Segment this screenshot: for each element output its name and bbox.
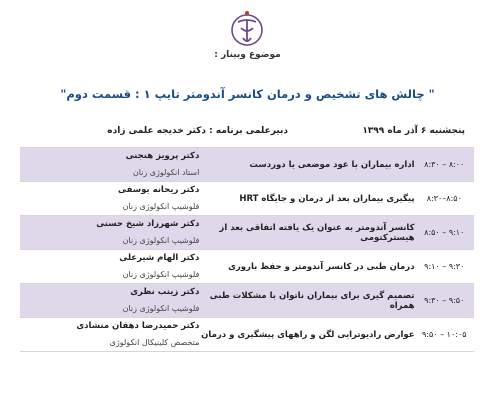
speaker-name: دکتر زینب نظری xyxy=(130,287,200,297)
session-topic: عوارض رادیوترایی لگن و راههای پیشگیری و درمان xyxy=(199,318,414,352)
scientific-secretary: دبیرعلمی برنامه : دکتر خدیجه علمی زاده xyxy=(107,126,288,136)
speaker-role: استاد انکولوژی زنان xyxy=(132,168,200,177)
speaker-role: فلوشیپ انکولوژی زنان xyxy=(122,202,200,211)
session-time: ۸:۳۰–۸:۵۰ xyxy=(415,182,474,216)
speaker-name: دکتر حمیدرضا دهقان منشادی xyxy=(76,321,200,331)
session-topic: پیگیری بیماران بعد از درمان و جایگاه HRT xyxy=(199,182,414,216)
schedule-row xyxy=(20,182,474,216)
speaker-cell xyxy=(20,148,199,182)
session-time: ۹:۵۰ – ۱۰:۰۵ xyxy=(415,318,474,352)
uterus-logo-icon xyxy=(229,8,265,52)
speaker-role: فلوشیپ انکولوژی زنان xyxy=(122,304,200,313)
session-topic: اداره بیماران با عود موضعی یا دوردست xyxy=(199,148,414,182)
schedule-row xyxy=(20,216,474,250)
speaker-name: دکتر ریحانه یوسفی xyxy=(118,185,200,195)
schedule-row xyxy=(20,284,474,318)
event-date: پنجشنبه ۶ آذر ماه ۱۳۹۹ xyxy=(362,126,465,136)
session-time: ۹:۳۰ – ۹:۵۰ xyxy=(415,284,474,318)
session-topic: کانسر آندومتر به عنوان یک یافته اتفاقی بعد از هیسترکتومی xyxy=(199,216,414,250)
speaker-cell xyxy=(20,318,199,352)
speaker-name: دکتر پرویز هنجنی xyxy=(125,151,200,161)
session-topic: تصمیم گیری برای بیماران ناتوان با مشکلات طبی همراه xyxy=(199,284,414,318)
schedule-row xyxy=(20,250,474,284)
schedule-row xyxy=(20,318,474,352)
speaker-cell xyxy=(20,284,199,318)
webinar-label: موضوع وبینار : xyxy=(214,50,281,60)
session-time: ۹:۱۰ – ۹:۳۰ xyxy=(415,250,474,284)
schedule-table xyxy=(20,147,474,352)
session-time: ۸:۵۰ – ۹:۱۰ xyxy=(415,216,474,250)
speaker-name: دکتر شهرزاد شیخ حسنی xyxy=(96,219,200,229)
speaker-name: دکتر الهام شیرعلی xyxy=(119,253,200,263)
webinar-title: " چالش های تشخیص و درمان کانسر آندومتر تایپ ۱ : قسمت دوم" xyxy=(60,87,435,101)
speaker-cell xyxy=(20,216,199,250)
speaker-cell xyxy=(20,182,199,216)
schedule-row xyxy=(20,148,474,182)
session-topic: درمان طبی در کانسر آندومتر و حفظ باروری xyxy=(199,250,414,284)
session-time: ۸:۳۰ – ۸:۰۰ xyxy=(415,148,474,182)
speaker-role: فلوشیپ انکولوژی زنان xyxy=(122,270,200,279)
speaker-role: فلوشیپ انکولوژی زنان xyxy=(122,236,200,245)
speaker-role: متخصص کلینیکال انکولوژی xyxy=(109,338,200,347)
speaker-cell xyxy=(20,250,199,284)
